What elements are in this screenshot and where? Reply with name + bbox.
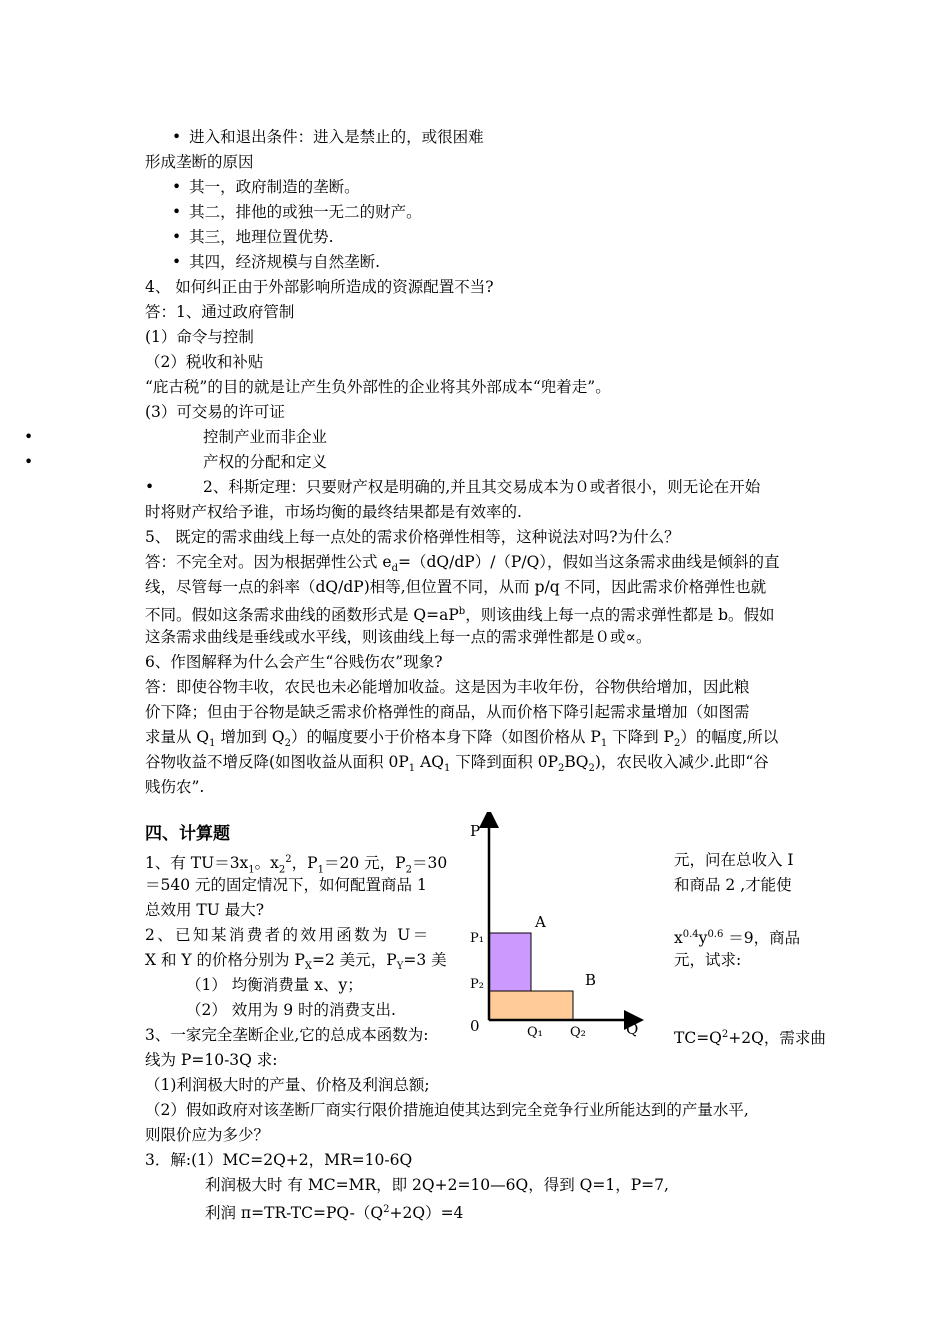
bullet-cause-2: • 其二，排他的或独一无二的财产。 (172, 201, 422, 223)
bullet-dot: • (24, 428, 34, 446)
bullet-dot: • (24, 453, 34, 471)
bullet-cause-4: • 其四，经济规模与自然垄断. (172, 251, 380, 273)
price-label-p1: P₁ (470, 931, 484, 946)
answer-5-line-4: 这条需求曲线是垂线或水平线，则该曲线上每一点的需求弹性都是０或∝。 (145, 628, 652, 646)
pigou-tax-text: “庇古税”的目的就是让产生负外部性的企业将其外部成本“兜着走”。 (145, 378, 611, 396)
bullet-dot: • (145, 478, 155, 496)
origin-label: 0 (470, 1017, 480, 1035)
calc-1-line-3: 总效用 TU 最大? (145, 901, 265, 919)
heading-monopoly-causes: 形成垄断的原因 (145, 153, 254, 171)
calc-1-right-1: 元，问在总收入 I (674, 851, 794, 869)
calc-2-item-1: （1） 均衡消费量 x、y； (186, 976, 363, 994)
solution-3-line-3: 利润 $\pi=TR-TC=PQ-(Q^2+2Q)=4$ (205, 1204, 464, 1223)
calc-3-item-2-cont: 则限价应为多少？ (145, 1126, 270, 1144)
calc-2-right-1: $x^{0.4}y^{0.6} =9$，商品 (674, 929, 801, 948)
calc-3-item-2: （2）假如政府对该垄断厂商实行限价措施迫使其达到完全竞争行业所能达到的产量水平, (145, 1101, 749, 1119)
bullet-entry-exit: • 进入和退出条件：进入是禁止的，或很困难 (172, 126, 484, 148)
answer-5-line-2: 线，尽管每一点的斜率（dQ/dP)相等,但位置不同，从而 p/q 不同，因此需求价格弹性也就 (145, 578, 767, 596)
question-4: 4、 如何纠正由于外部影响所造成的资源配置不当? (145, 278, 494, 296)
answer-6-line-5: 贱伤农”. (145, 778, 205, 796)
axis-label-p: P (470, 822, 481, 840)
answer-6-line-2: 价下降；但由于谷物是缺乏需求价格弹性的商品，从而价格下降引起需求量增加（如图需 (145, 703, 750, 721)
calc-3-line-1: 3、一家完全垄断企业,它的总成本函数为: (145, 1026, 429, 1044)
question-5: 5、 既定的需求曲线上每一点处的需求价格弹性相等，这种说法对吗?为什么？ (145, 528, 680, 546)
calc-3-right-1: $TC=Q^2+2Q$，需求曲 (674, 1029, 826, 1048)
bullet-cause-1: • 其一，政府制造的垄断。 (172, 176, 360, 198)
answer-4-line-1: 答：1、通过政府管制 (145, 303, 295, 321)
quantity-label-q2: Q₂ (570, 1025, 586, 1038)
answer-5-line-1: 答：不完全对。因为根据弹性公式 $e_d=(dQ/dP)/(P/Q)$，假如当这条需求曲线是倾斜的直 (145, 553, 780, 575)
price-label-p2: P₂ (470, 977, 484, 992)
answer-4-item-2: （2）税收和补贴 (145, 353, 264, 371)
calc-2-line-1: 2、已知某消费者的效用函数为 U＝ (145, 926, 431, 944)
calc-1-line-1: 1、有 $TU=3x_1$。$x_2^2$，$P_1=20$ 元，$P_2=30$ (145, 854, 448, 876)
bullet-cause-3: • 其三，地理位置优势. (172, 226, 334, 248)
answer-4-item-1: (1）命令与控制 (145, 328, 254, 346)
grain-price-diagram (462, 812, 662, 1038)
answer-6-line-1: 答：即使谷物丰收，农民也未必能增加收益。这是因为丰收年份，谷物供给增加，因此粮 (145, 678, 750, 696)
coase-continued: 时将财产权给予谁，市场均衡的最终结果都是有效率的. (145, 503, 522, 521)
point-label-a: A (535, 913, 546, 931)
calc-1-line-2: ＝540 元的固定情况下，如何配置商品 1 (145, 876, 427, 894)
question-6: 6、作图解释为什么会产生“谷贱伤农”现象? (145, 653, 443, 671)
quantity-label-q1: Q₁ (527, 1025, 543, 1038)
calc-2-right-2: 元，试求: (674, 951, 742, 969)
calc-2-item-2: （2） 效用为 9 时的消费支出. (186, 1001, 396, 1019)
solution-3-line-1: 3．解:(1）MC=2Q+2，MR=10-6Q (145, 1151, 413, 1169)
revenue-area-b (489, 991, 573, 1020)
calc-3-line-2: 线为 P=10-3Q 求: (145, 1051, 278, 1069)
point-label-b: B (585, 971, 597, 989)
calc-3-item-1: （1)利润极大时的产量、价格及利润总额; (145, 1076, 430, 1094)
answer-6-line-4: 谷物收益不增反降(如图收益从面积 $0P_1$ $AQ_1$ 下降到面积 $0P_2BQ_2$)，农民收入减少.此即“谷 (145, 753, 769, 775)
axis-label-q: Q (626, 1020, 639, 1038)
calc-1-right-2: 和商品 2 ,才能使 (674, 876, 792, 894)
section-title-calculation: 四、计算题 (145, 824, 230, 844)
answer-5-line-3: 不同。假如这条需求曲线的函数形式是 $Q=aP^b$，则该曲线上每一点的需求弹性都是 b。假如 (145, 606, 775, 625)
answer-4-item-3: (3）可交易的许可证 (145, 403, 285, 421)
calc-2-line-2: X 和 Y 的价格分别为 $P_X=2$ 美元，$P_Y=3$ 美 (145, 951, 447, 973)
solution-3-line-2: 利润极大时 有 MC=MR，即 2Q+2=10—6Q，得到 Q=1，P=7, (205, 1176, 669, 1194)
answer-6-line-3: 求量从 $Q_1$ 增加到 $Q_2$）的幅度要小于价格本身下降（如图价格从 $P_1$ 下降到 $P_2$）的幅度,所以 (145, 728, 779, 750)
